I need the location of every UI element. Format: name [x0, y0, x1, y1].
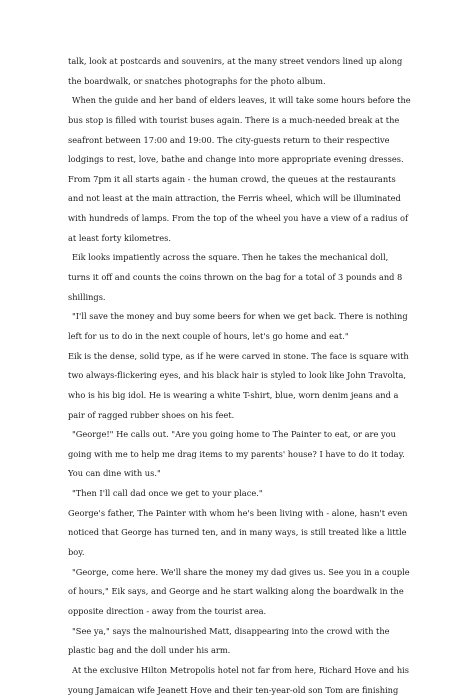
text-line: going with me to help me drag items to my parents' house? I have to do it today.: [68, 445, 412, 465]
text-line: bus stop is filled with tourist buses again. There is a much-needed break at the: [68, 111, 412, 131]
text-line: of hours," Eik says, and George and he start walking along the boardwalk in the: [68, 582, 412, 602]
text-line: lodgings to rest, love, bathe and change into more appropriate evening dresses.: [68, 150, 412, 170]
text-line: "I'll save the money and buy some beers for when we get back. There is nothing: [68, 307, 412, 327]
text-line: turns it off and counts the coins thrown on the bag for a total of 3 pounds and 8: [68, 268, 412, 288]
text-line: "See ya," says the malnourished Matt, disappearing into the crowd with the: [68, 622, 412, 642]
text-line: When the guide and her band of elders leaves, it will take some hours before the: [68, 91, 412, 111]
text-line: and not least at the main attraction, the Ferris wheel, which will be illuminated: [68, 189, 412, 209]
text-line: From 7pm it all starts again - the human crowd, the queues at the restaurants: [68, 170, 412, 190]
text-line: two always-flickering eyes, and his black hair is styled to look like John Travolta,: [68, 366, 412, 386]
text-line: the boardwalk, or snatches photographs for the photo album.: [68, 72, 412, 92]
text-line: seafront between 17:00 and 19:00. The city-guests return to their respective: [68, 131, 412, 151]
text-line: You can dine with us.": [68, 464, 412, 484]
text-line: with hundreds of lamps. From the top of the wheel you have a view of a radius of: [68, 209, 412, 229]
text-line: pair of ragged rubber shoes on his feet.: [68, 406, 412, 426]
text-line: noticed that George has turned ten, and in many ways, is still treated like a little: [68, 523, 412, 543]
text-line: "George!" He calls out. "Are you going home to The Painter to eat, or are you: [68, 425, 412, 445]
text-line: boy.: [68, 543, 412, 563]
text-line: Eik is the dense, solid type, as if he were carved in stone. The face is square with: [68, 347, 412, 367]
text-line: "Then I'll call dad once we get to your place.": [68, 484, 412, 504]
text-line: young Jamaican wife Jeanett Hove and their ten-year-old son Tom are finishing: [68, 681, 412, 700]
text-line: "George, come here. We'll share the money my dad gives us. See you in a couple: [68, 563, 412, 583]
text-line: plastic bag and the doll under his arm.: [68, 641, 412, 661]
text-line: shillings.: [68, 288, 412, 308]
text-line: who is his big idol. He is wearing a white T-shirt, blue, worn denim jeans and a: [68, 386, 412, 406]
text-line: at least forty kilometres.: [68, 229, 412, 249]
text-line: At the exclusive Hilton Metropolis hotel not far from here, Richard Hove and his: [68, 661, 412, 681]
text-line: left for us to do in the next couple of hours, let's go home and eat.": [68, 327, 412, 347]
text-line: talk, look at postcards and souvenirs, at the many street vendors lined up along: [68, 52, 412, 72]
text-line: opposite direction - away from the tourist area.: [68, 602, 412, 622]
text-line: George's father, The Painter with whom he's been living with - alone, hasn't even: [68, 504, 412, 524]
document-page: [68, 52, 412, 700]
text-line: Eik looks impatiently across the square. Then he takes the mechanical doll,: [68, 248, 412, 268]
